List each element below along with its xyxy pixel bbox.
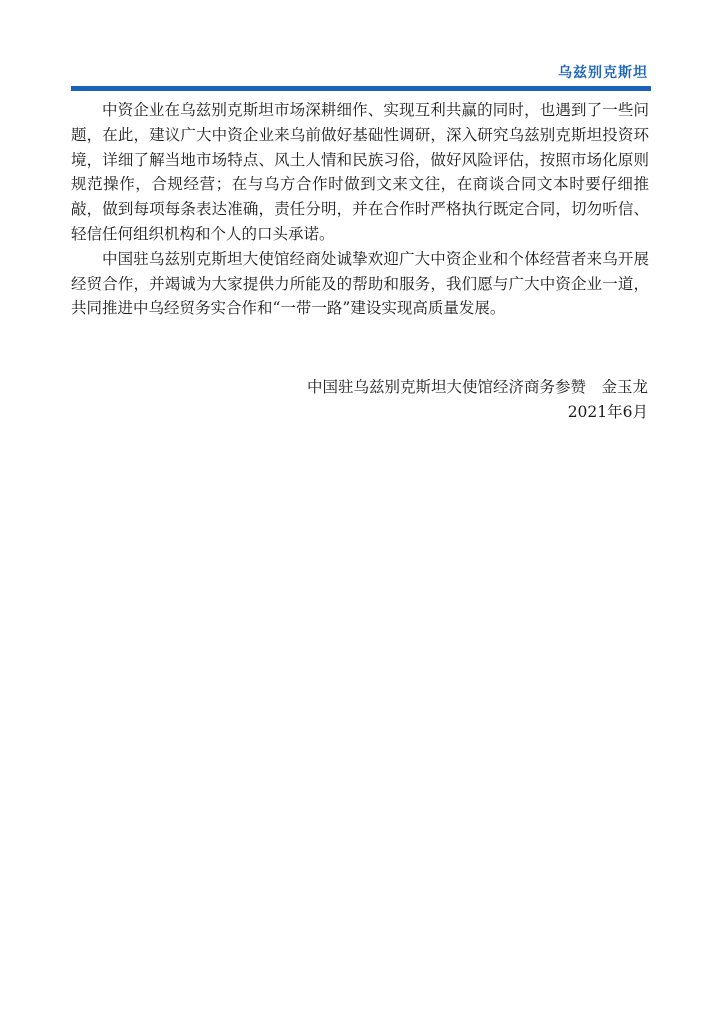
signature-date: 2021年6月 [567, 402, 648, 421]
header-rule [71, 86, 651, 91]
header-title: 乌兹别克斯坦 [558, 65, 648, 81]
paragraph-1: 中资企业在乌兹别克斯坦市场深耕细作、实现互利共赢的同时，也遇到了一些问题，在此，建议广大中资企业来乌前做好基础性调研，深入研究乌兹别克斯坦投资环境，详细了解当地市场特点、风土人情和民族习俗，做好风险评估，按照市场化原则规范操作，合规经营；在与乌方合作时做到文来文往，在商谈合同文本时要仔细推敲，做到每项每条表达准确，责任分明，并在合作时严格执行既定合同，切勿听信、轻信任何组织机构和个人的口头承诺。 [71, 101, 649, 243]
signature-block [307, 375, 648, 425]
body-text [71, 98, 649, 321]
paragraph-2: 中国驻乌兹别克斯坦大使馆经商处诚挚欢迎广大中资企业和个体经营者来乌开展经贸合作，并竭诚为大家提供力所能及的帮助和服务，我们愿与广大中资企业一道，共同推进中乌经贸务实合作和“一带一路”建设实现高质量发展。 [71, 249, 649, 318]
signature-author: 中国驻乌兹别克斯坦大使馆经济商务参赞 金玉龙 [306, 378, 648, 396]
